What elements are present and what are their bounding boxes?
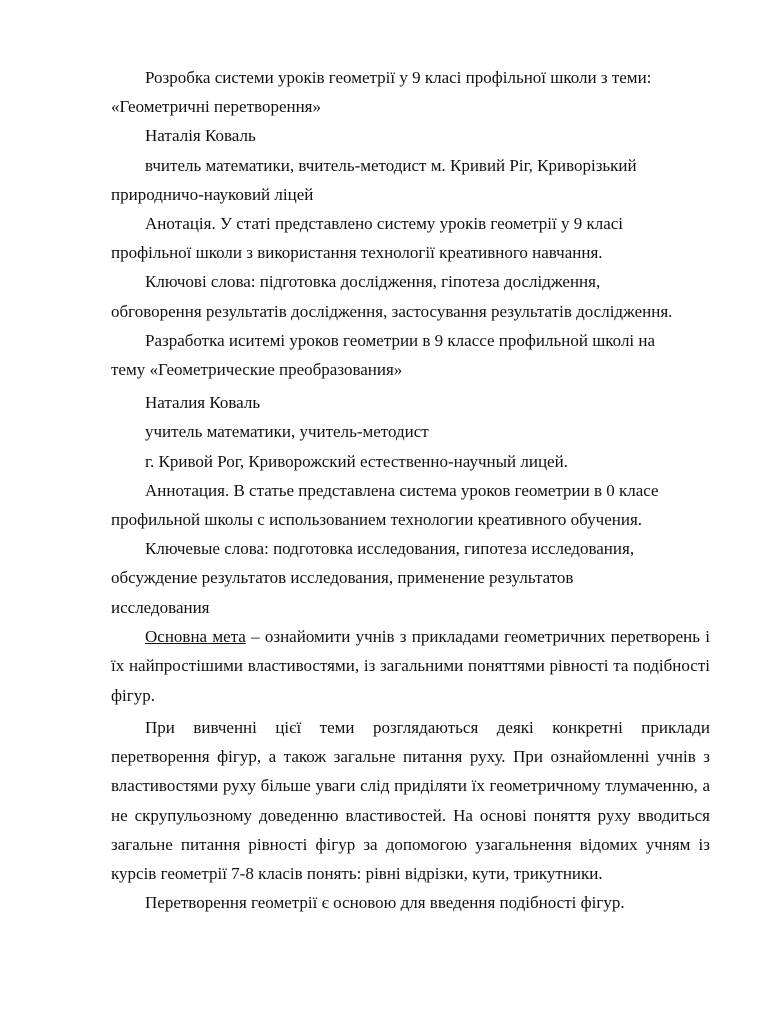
ua-author: Наталія Коваль xyxy=(145,126,256,146)
ru-city: г. Кривой Рог, Криворожский естественно-научный лицей. xyxy=(145,451,568,471)
ru-keywords-line3: исследования xyxy=(111,597,210,617)
ua-position-line1: вчитель математики, вчитель-методист м. Кривий Ріг, Криворізький xyxy=(145,155,637,175)
ua-title-line1: Розробка системи уроків геометрії у 9 класі профільної школи з теми: xyxy=(145,68,652,87)
paragraph-motion: При вивченні цієї теми розглядаються деякі конкретні приклади перетворення фігур, а також загальне питання руху. При ознайомленні учнів з властивостями руху більше уваги слід приділяти їх геометричному тлумаченню, а не скрупульозному доведенню властивостей. На основі поняття руху вводиться загальне питання рівності фігур за допомогою узагальнення відомих учням із курсів геометрії 7-8 класів понять: рівні відрізки, кути, трикутники. xyxy=(111,717,710,884)
ru-annotation-line1: Аннотация. В статье представлена система уроков геометрии в 0 класе xyxy=(145,480,659,500)
ru-annotation-line2: профильной школы с использованием технологии креативного обучения. xyxy=(111,510,643,530)
ru-author: Наталия Коваль xyxy=(145,393,261,413)
ua-title-line2: «Геометричні перетворення» xyxy=(111,97,322,117)
goal-text: – ознайомити учнів з прикладами геометричних перетворень і їх найпростішими властивостями, із загальними поняттями рівності та подібності фігур. xyxy=(111,626,711,706)
paragraph-similarity: Перетворення геометрії є основою для введення подібності фігур. xyxy=(145,893,625,913)
ua-position-line2: природничо-науковий ліцей xyxy=(111,184,314,204)
ua-keywords-line1: Ключові слова: підготовка дослідження, гіпотеза дослідження, xyxy=(145,272,601,292)
ua-annotation-line1: Анотація. У статі представлено систему уроків геометрії у 9 класі xyxy=(145,214,624,234)
goal-label: Основна мета xyxy=(145,626,246,646)
ua-keywords-line2: обговорення результатів дослідження, застосування результатів дослідження. xyxy=(111,301,673,321)
ua-annotation-line2: профільної школи з використання технології креативного навчання. xyxy=(111,243,603,263)
ru-title-line1: Разработка иситемі уроков геометрии в 9 классе профильной школі на xyxy=(145,330,656,350)
ru-keywords-line1: Ключевые слова: подготовка исследования, гипотеза исследования, xyxy=(145,539,635,559)
ru-title-line2: тему «Геометрические преобразования» xyxy=(111,360,403,380)
ru-position: учитель математики, учитель-методист xyxy=(145,422,429,442)
ru-keywords-line2: обсуждение результатов исследования, применение результатов xyxy=(111,568,574,588)
goal-paragraph xyxy=(111,622,710,711)
